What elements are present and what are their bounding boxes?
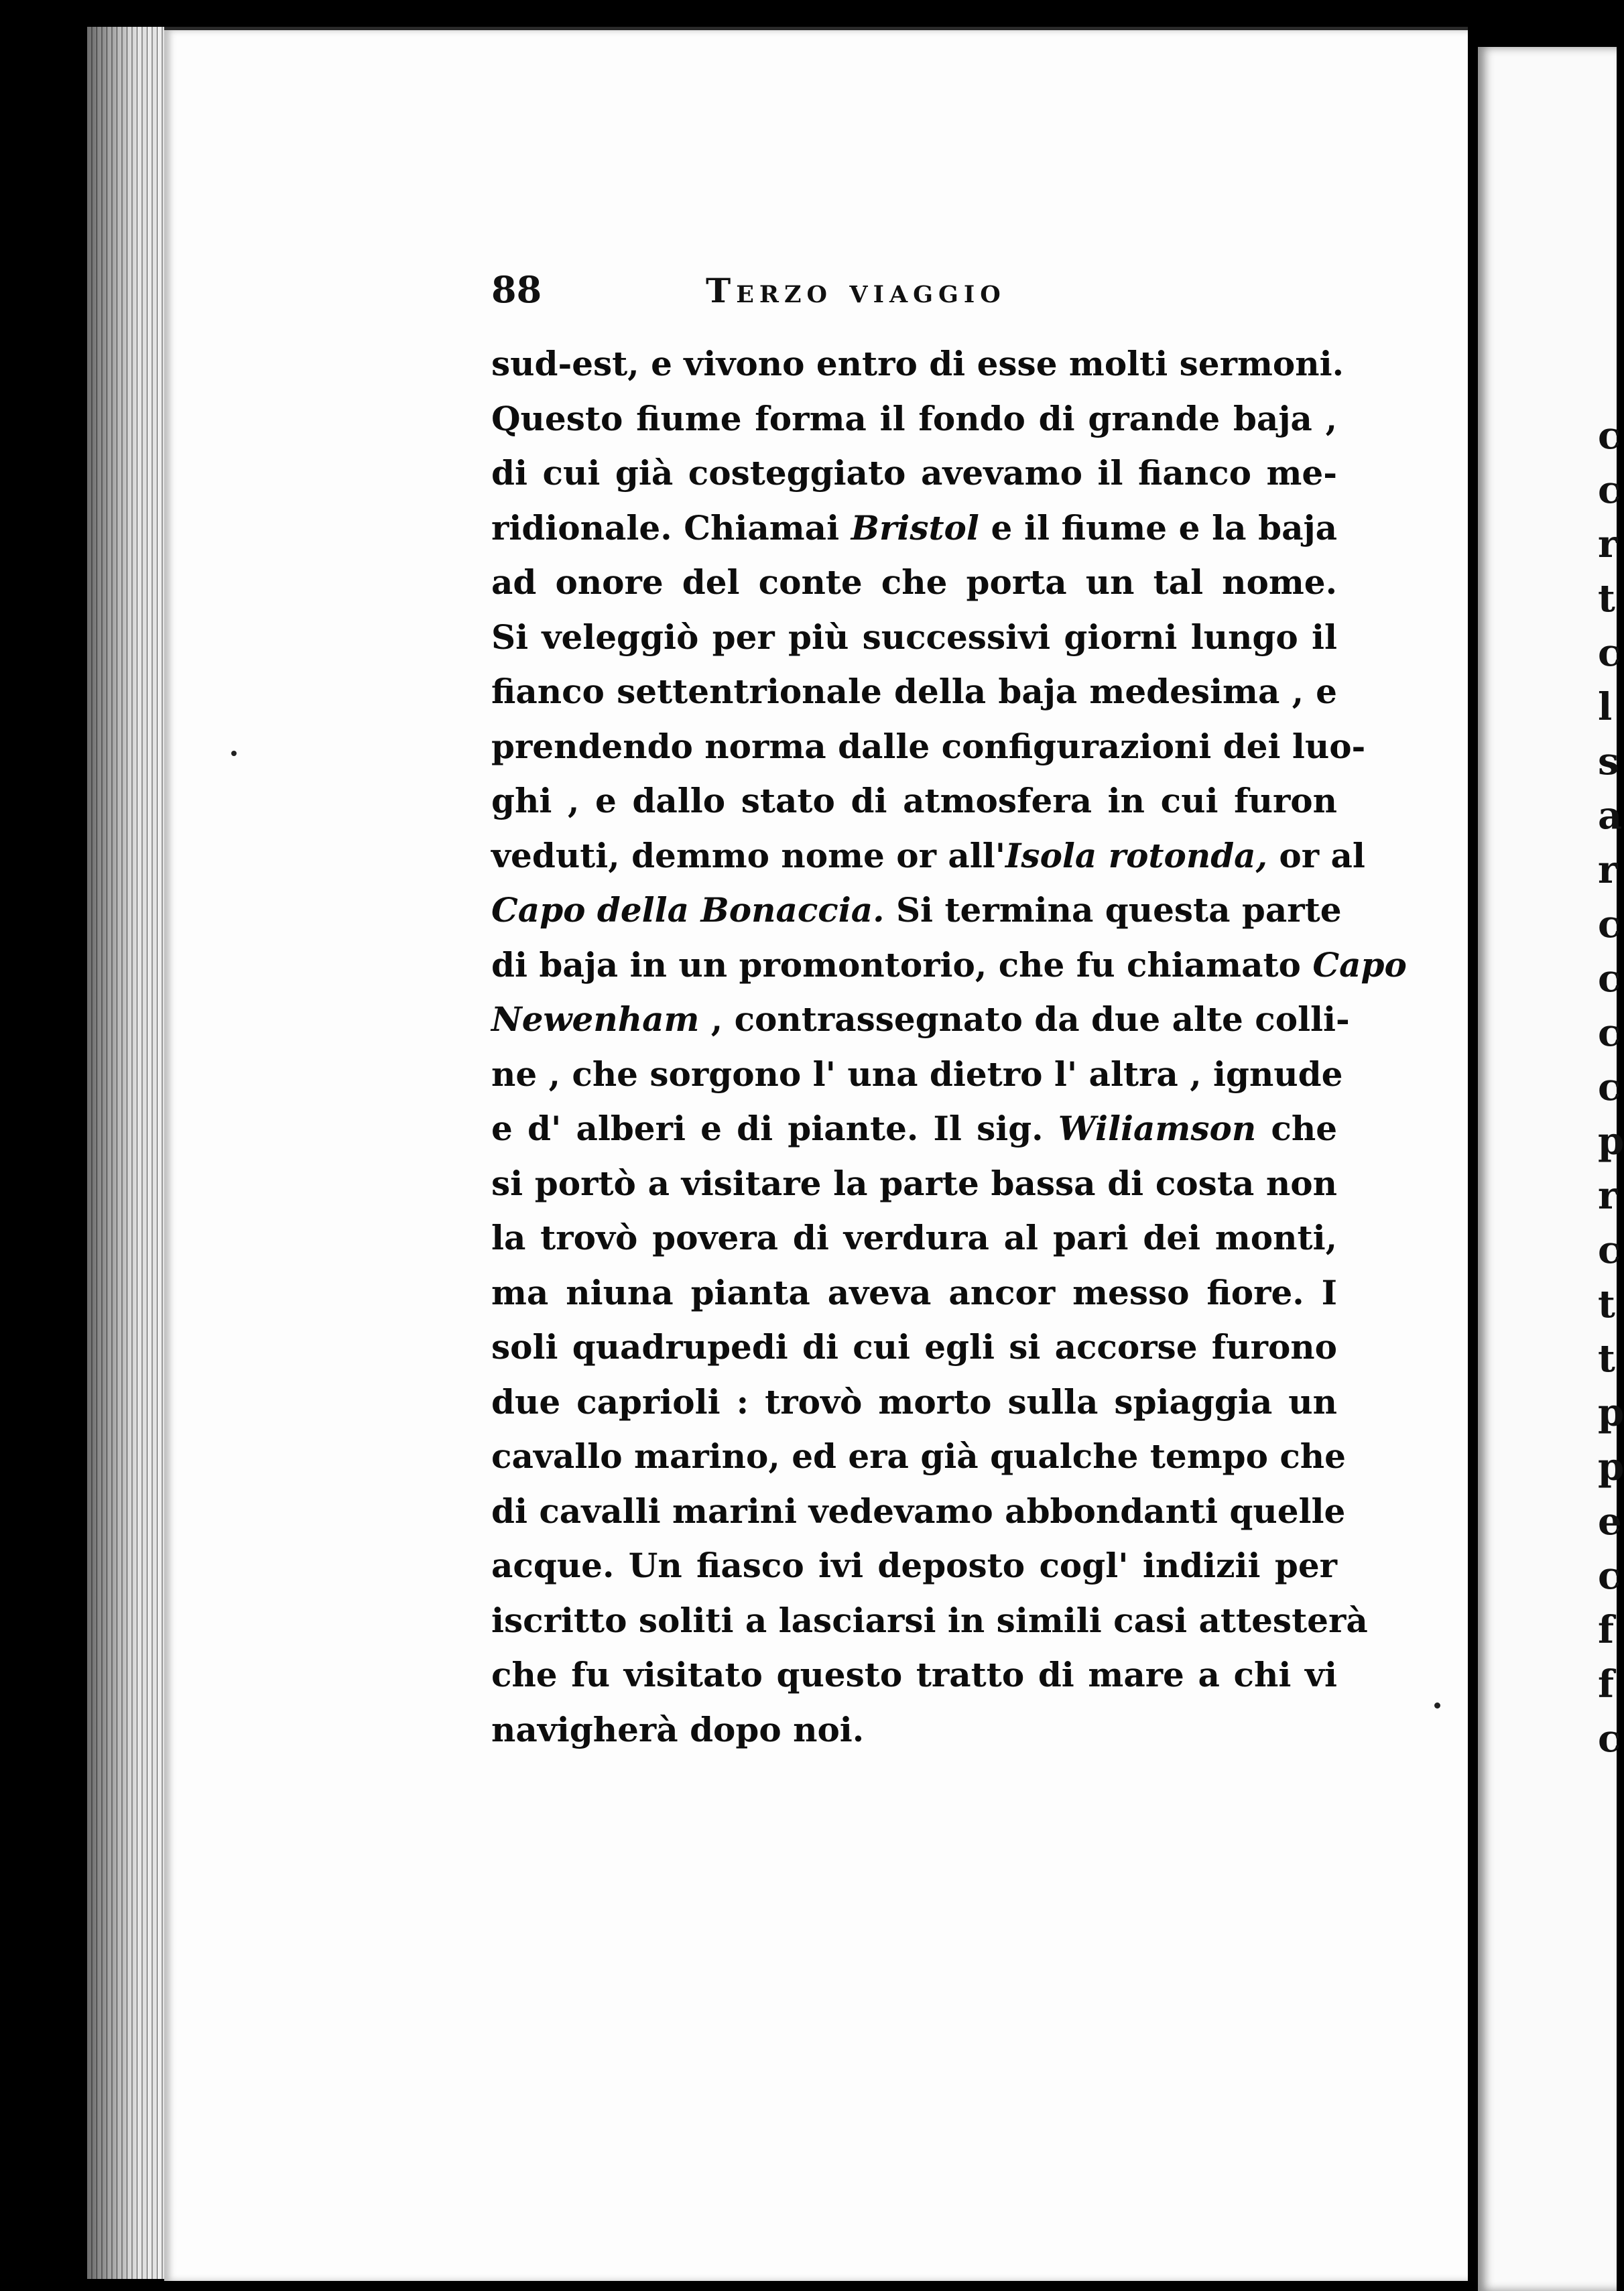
facing-letter: f bbox=[1598, 1662, 1615, 1707]
page-number: 88 bbox=[491, 268, 542, 311]
text-line bbox=[491, 1156, 1337, 1211]
text-segment: ma niuna pianta aveva ancor messo fiore. I bbox=[491, 1272, 1337, 1312]
text-segment: soli quadrupedi di cui egli si accorse furono bbox=[491, 1327, 1337, 1367]
text-line bbox=[491, 336, 1344, 391]
facing-letter: c bbox=[1598, 1554, 1621, 1598]
text-line bbox=[491, 1648, 1337, 1702]
text-segment: ridionale. Chiamai bbox=[491, 507, 851, 548]
text-segment: iscritto soliti a lasciarsi in simili casi attesterà bbox=[491, 1600, 1368, 1640]
text-line bbox=[491, 1320, 1337, 1375]
text-segment: Si veleggiò per più successivi giorni lungo il bbox=[491, 617, 1337, 657]
facing-letter: f bbox=[1598, 1608, 1615, 1652]
text-segment: ne , che sorgono l' una dietro l' altra , ignude bbox=[491, 1054, 1343, 1094]
facing-letter: t bbox=[1598, 1337, 1615, 1381]
text-segment: che bbox=[1256, 1109, 1337, 1148]
facing-letter: r bbox=[1598, 1174, 1618, 1218]
facing-letter: c bbox=[1598, 956, 1621, 1001]
italic-segment: Capo della Bonaccia. bbox=[491, 890, 885, 930]
text-line bbox=[491, 719, 1366, 774]
facing-letter: l bbox=[1598, 685, 1613, 729]
facing-letter: p bbox=[1598, 1119, 1624, 1164]
text-line bbox=[491, 501, 1337, 556]
text-segment: che fu visitato questo tratto di mare a chi vi bbox=[491, 1655, 1337, 1694]
page-speck bbox=[231, 751, 237, 756]
facing-page-strip bbox=[1478, 47, 1624, 2291]
text-line bbox=[491, 992, 1350, 1047]
running-head: Terzo viaggio bbox=[706, 271, 1006, 310]
text-line bbox=[491, 555, 1337, 610]
text-segment: or al bbox=[1267, 835, 1365, 875]
text-segment: e il fiume e la baja bbox=[979, 507, 1337, 548]
text-line bbox=[491, 664, 1337, 719]
text-line bbox=[491, 446, 1337, 501]
facing-letter: c bbox=[1598, 1065, 1621, 1109]
text-line bbox=[491, 1047, 1343, 1102]
facing-letter: r bbox=[1598, 848, 1618, 892]
page-speck bbox=[1434, 1702, 1440, 1709]
text-line bbox=[491, 828, 1365, 883]
italic-segment: Newenham bbox=[491, 999, 700, 1039]
text-segment: di cavalli marini vedevamo abbondanti quelle bbox=[491, 1491, 1346, 1531]
page-header bbox=[491, 268, 1121, 315]
text-segment: cavallo marino, ed era già qualche tempo che bbox=[491, 1436, 1346, 1476]
text-line bbox=[491, 391, 1337, 446]
text-segment: navigherà dopo noi. bbox=[491, 1709, 865, 1749]
text-line bbox=[491, 938, 1407, 993]
italic-segment: Wiliamson bbox=[1058, 1109, 1257, 1148]
text-segment: Questo fiume forma il fondo di grande baja , bbox=[491, 398, 1337, 438]
text-segment: e d' alberi e di piante. Il sig. bbox=[491, 1109, 1058, 1148]
text-line bbox=[491, 1375, 1337, 1430]
facing-letter: c bbox=[1598, 902, 1621, 946]
facing-letter: a bbox=[1598, 794, 1623, 838]
text-line bbox=[491, 773, 1337, 828]
text-segment: di cui già costeggiato avevamo il fianco me- bbox=[491, 453, 1337, 493]
facing-letter: t bbox=[1598, 1282, 1615, 1326]
italic-segment: Isola rotonda, bbox=[1005, 835, 1267, 875]
text-segment: fianco settentrionale della baja medesima , e bbox=[491, 672, 1337, 711]
facing-page-letters bbox=[1598, 409, 1624, 1766]
text-segment: di baja in un promontorio, che fu chiamato bbox=[491, 944, 1313, 985]
text-segment: la trovò povera di verdura al pari dei monti, bbox=[491, 1218, 1337, 1257]
text-segment: due caprioli : trovò morto sulla spiaggia un bbox=[491, 1381, 1337, 1422]
text-line bbox=[491, 1593, 1368, 1648]
text-line bbox=[491, 1265, 1337, 1320]
page-body-text bbox=[491, 336, 1407, 1757]
facing-letter: r bbox=[1598, 522, 1618, 566]
text-line bbox=[491, 1484, 1346, 1539]
text-segment: ad onore del conte che porta un tal nome. bbox=[491, 562, 1337, 602]
text-line bbox=[491, 1101, 1337, 1156]
text-line bbox=[491, 1211, 1337, 1265]
text-segment: sud-est, e vivono entro di esse molti sermoni. bbox=[491, 344, 1344, 383]
facing-letter: c bbox=[1598, 1228, 1621, 1272]
text-line bbox=[491, 1429, 1346, 1484]
facing-letter: c bbox=[1598, 468, 1621, 512]
text-segment: , contrassegnato da due alte colli- bbox=[699, 999, 1350, 1039]
facing-letter: p bbox=[1598, 1445, 1624, 1489]
facing-letter: p bbox=[1598, 1391, 1624, 1435]
facing-letter: s bbox=[1598, 739, 1619, 784]
text-line bbox=[491, 883, 1342, 938]
facing-letter: e bbox=[1598, 1499, 1622, 1544]
text-segment: acque. Un fiasco ivi deposto cogl' indizii per bbox=[491, 1546, 1337, 1585]
text-segment: si portò a visitare la parte bassa di costa non bbox=[491, 1163, 1337, 1203]
facing-letter: c bbox=[1598, 1011, 1621, 1055]
italic-segment: Capo bbox=[1312, 944, 1407, 985]
text-line bbox=[491, 1702, 1337, 1757]
text-segment: ghi , e dallo stato di atmosfera in cui furon bbox=[491, 781, 1337, 820]
facing-letter: c bbox=[1598, 1717, 1621, 1761]
italic-segment: Bristol bbox=[851, 507, 979, 548]
text-segment: veduti, demmo nome or all' bbox=[491, 835, 1006, 875]
facing-letter: c bbox=[1598, 414, 1621, 458]
page-edge-shadow bbox=[87, 27, 168, 2279]
text-segment: Si termina questa parte bbox=[884, 890, 1342, 930]
text-segment: prendendo norma dalle configurazioni dei luo- bbox=[491, 726, 1366, 766]
facing-letter: c bbox=[1598, 631, 1621, 675]
text-line bbox=[491, 1538, 1337, 1593]
text-line bbox=[491, 610, 1337, 665]
facing-letter: t bbox=[1598, 576, 1615, 621]
